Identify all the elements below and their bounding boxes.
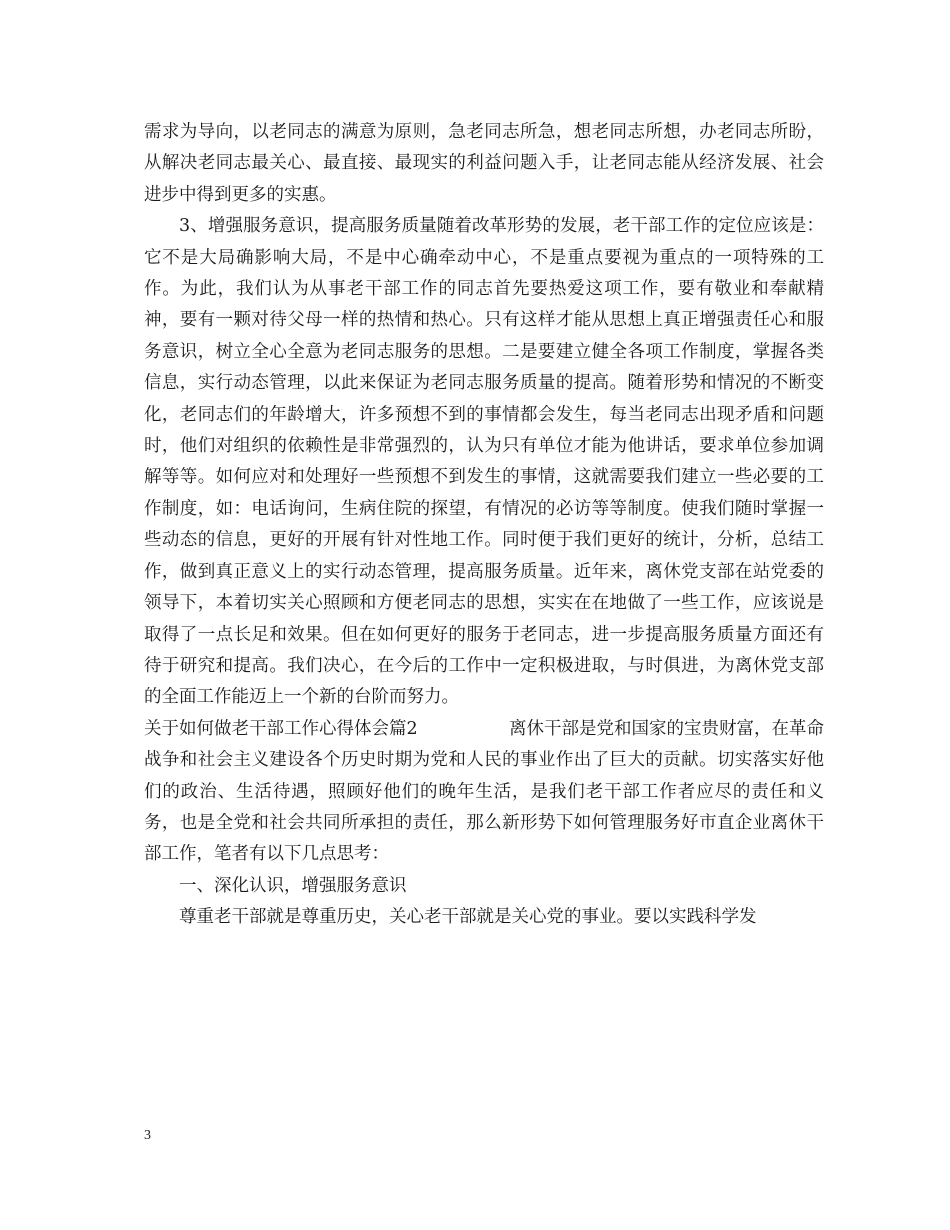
paragraph-respect-cadres: 尊重老干部就是尊重历史，关心老干部就是关心党的事业。要以实践科学发	[179, 907, 757, 928]
page-number: 3	[144, 1128, 151, 1143]
section-heading-block	[144, 714, 824, 871]
section-heading-line	[144, 714, 824, 745]
subheading-deepen-understanding: 一、深化认识，增强服务意识	[179, 875, 407, 896]
section-title: 关于如何做老干部工作心得体会篇2	[144, 718, 418, 739]
paragraph-intro: 战争和社会主义建设各个历史时期为党和人民的事业作出了巨大的贡献。切实落实好他们的政治、生活待遇，照顾好他们的晚年生活，是我们老干部工作者应尽的责任和义务，也是全党和社会共同所承担的责任，那么新形势下如何管理服务好市直企业离休干部工作，笔者有以下几点思考：	[144, 750, 824, 865]
paragraph-continued: 需求为导向，以老同志的满意为原则，急老同志所急，想老同志所想，办老同志所盼，从解决老同志最关心、最直接、最现实的利益问题入手，让老同志能从经济发展、社会进步中得到更多的实惠。	[144, 122, 824, 205]
document-body	[144, 117, 824, 934]
section-intro-start: 离休干部是党和国家的宝贵财富，在革命	[509, 718, 824, 739]
paragraph-service-awareness: 3、增强服务意识，提高服务质量随着改革形势的发展，老干部工作的定位应该是：它不是大局确影响大局，不是中心确牵动中心，不是重点要视为重点的一项特殊的工作。为此，我们认为从事老干部工作的同志首先要热爱这项工作，要有敬业和奉献精神，要有一颗对待父母一样的热情和热心。只有这样才能从思想上真正增强责任心和服务意识，树立全心全意为老同志服务的思想。二是要建立健全各项工作制度，掌握各类信息，实行动态管理，以此来保证为老同志服务质量的提高。随着形势和情况的不断变化，老同志们的年龄增大，许多预想不到的事情都会发生，每当老同志出现矛盾和问题时，他们对组织的依赖性是非常强烈的，认为只有单位才能为他讲话，要求单位参加调解等等。如何应对和处理好一些预想不到发生的事情，这就需要我们建立一些必要的工作制度，如：电话询问，生病住院的探望，有情况的必访等等制度。使我们随时掌握一些动态的信息，更好的开展有针对性地工作。同时便于我们更好的统计，分析，总结工作，做到真正意义上的实行动态管理，提高服务质量。近年来，离休党支部在站党委的领导下，本着切实关心照顾和方便老同志的思想，实实在在地做了一些工作，应该说是取得了一点长足和效果。但在如何更好的服务于老同志，进一步提高服务质量方面还有待于研究和提高。我们决心，在今后的工作中一定积极进取，与时俱进，为离休党支部的全面工作能迈上一个新的台阶而努力。	[144, 216, 824, 708]
